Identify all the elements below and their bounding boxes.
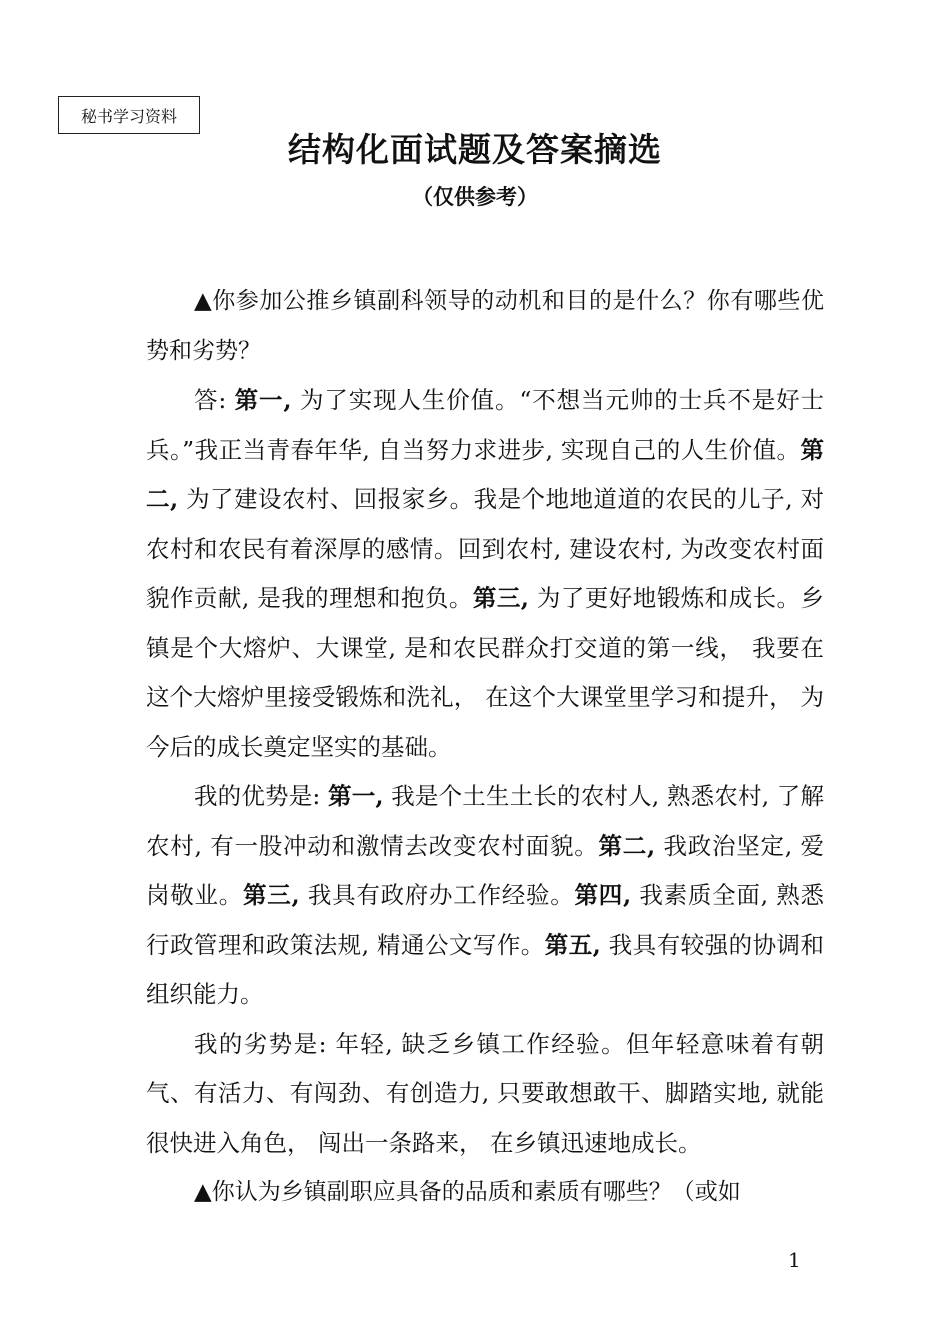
advantages-prefix: 我的优势是: xyxy=(194,782,329,810)
advantages-paragraph xyxy=(146,772,824,1020)
point-second-text: 为了建设农村、回报家乡。我是个地地道道的农民的儿子, 对农村和农民有着深厚的感情。回到农村, 建设农村, 为改变农村面貌作贡献, 是我的理想和抱负。 xyxy=(146,485,824,612)
doc-body xyxy=(146,277,824,1218)
point-second: 第二, xyxy=(146,435,824,513)
answer-paragraph-1 xyxy=(146,376,824,772)
advantage-4-text: 我素质全面, 熟悉行政管理和政策法规, 精通公文写作。 xyxy=(146,881,825,959)
point-third-text: 为了更好地锻炼和成长。乡镇是个大熔炉、大课堂, 是和农民群众打交道的第一线， 我要在这个大熔炉里接受锻炼和洗礼， 在这个大课堂里学习和提升， 为今后的成长奠定坚实的基础。 xyxy=(146,584,824,761)
point-third: 第三, xyxy=(472,584,529,612)
doc-tag-box: 秘书学习资料 xyxy=(58,96,200,134)
advantage-5-text: 我具有较强的协调和组织能力。 xyxy=(146,930,824,1008)
doc-subtitle: （仅供参考） xyxy=(412,184,538,209)
doc-title: 结构化面试题及答案摘选 xyxy=(288,130,662,169)
advantage-1: 第一, xyxy=(328,782,384,810)
page-number: 1 xyxy=(788,1248,801,1272)
advantage-4: 第四, xyxy=(574,881,632,909)
advantage-2-text: 我政治坚定, 爱岗敬业。 xyxy=(146,831,824,909)
disadvantages-paragraph: 我的劣势是: 年轻, 缺乏乡镇工作经验。但年轻意味着有朝气、有活力、有闯劲、有创造力, 只要敢想敢干、脚踏实地, 就能很快进入角色， 闯出一条路来， 在乡镇迅速地成长。 xyxy=(146,1029,824,1157)
point-first-text: 为了实现人生价值。“不想当元帅的士兵不是好士兵。”我正当青春年华, 自当努力求进步, 实现自己的人生价值。 xyxy=(146,386,825,464)
advantage-5: 第五, xyxy=(544,930,601,959)
advantage-1-text: 我是个土生土长的农村人, 熟悉农村, 了解农村, 有一股冲动和激情去改变农村面貌。 xyxy=(146,782,824,860)
question-2: ▲你认为乡镇副职应具备的品质和素质有哪些？（或如 xyxy=(194,1179,741,1205)
answer-prefix: 答: xyxy=(194,386,235,414)
advantage-3: 第三, xyxy=(242,881,300,909)
question-1: ▲你参加公推乡镇副科领导的动机和目的是什么？你有哪些优势和劣势？ xyxy=(146,288,824,364)
advantage-2: 第二, xyxy=(598,831,656,860)
point-first: 第一, xyxy=(234,386,292,414)
advantage-3-text: 我具有政府办工作经验。 xyxy=(299,881,575,909)
